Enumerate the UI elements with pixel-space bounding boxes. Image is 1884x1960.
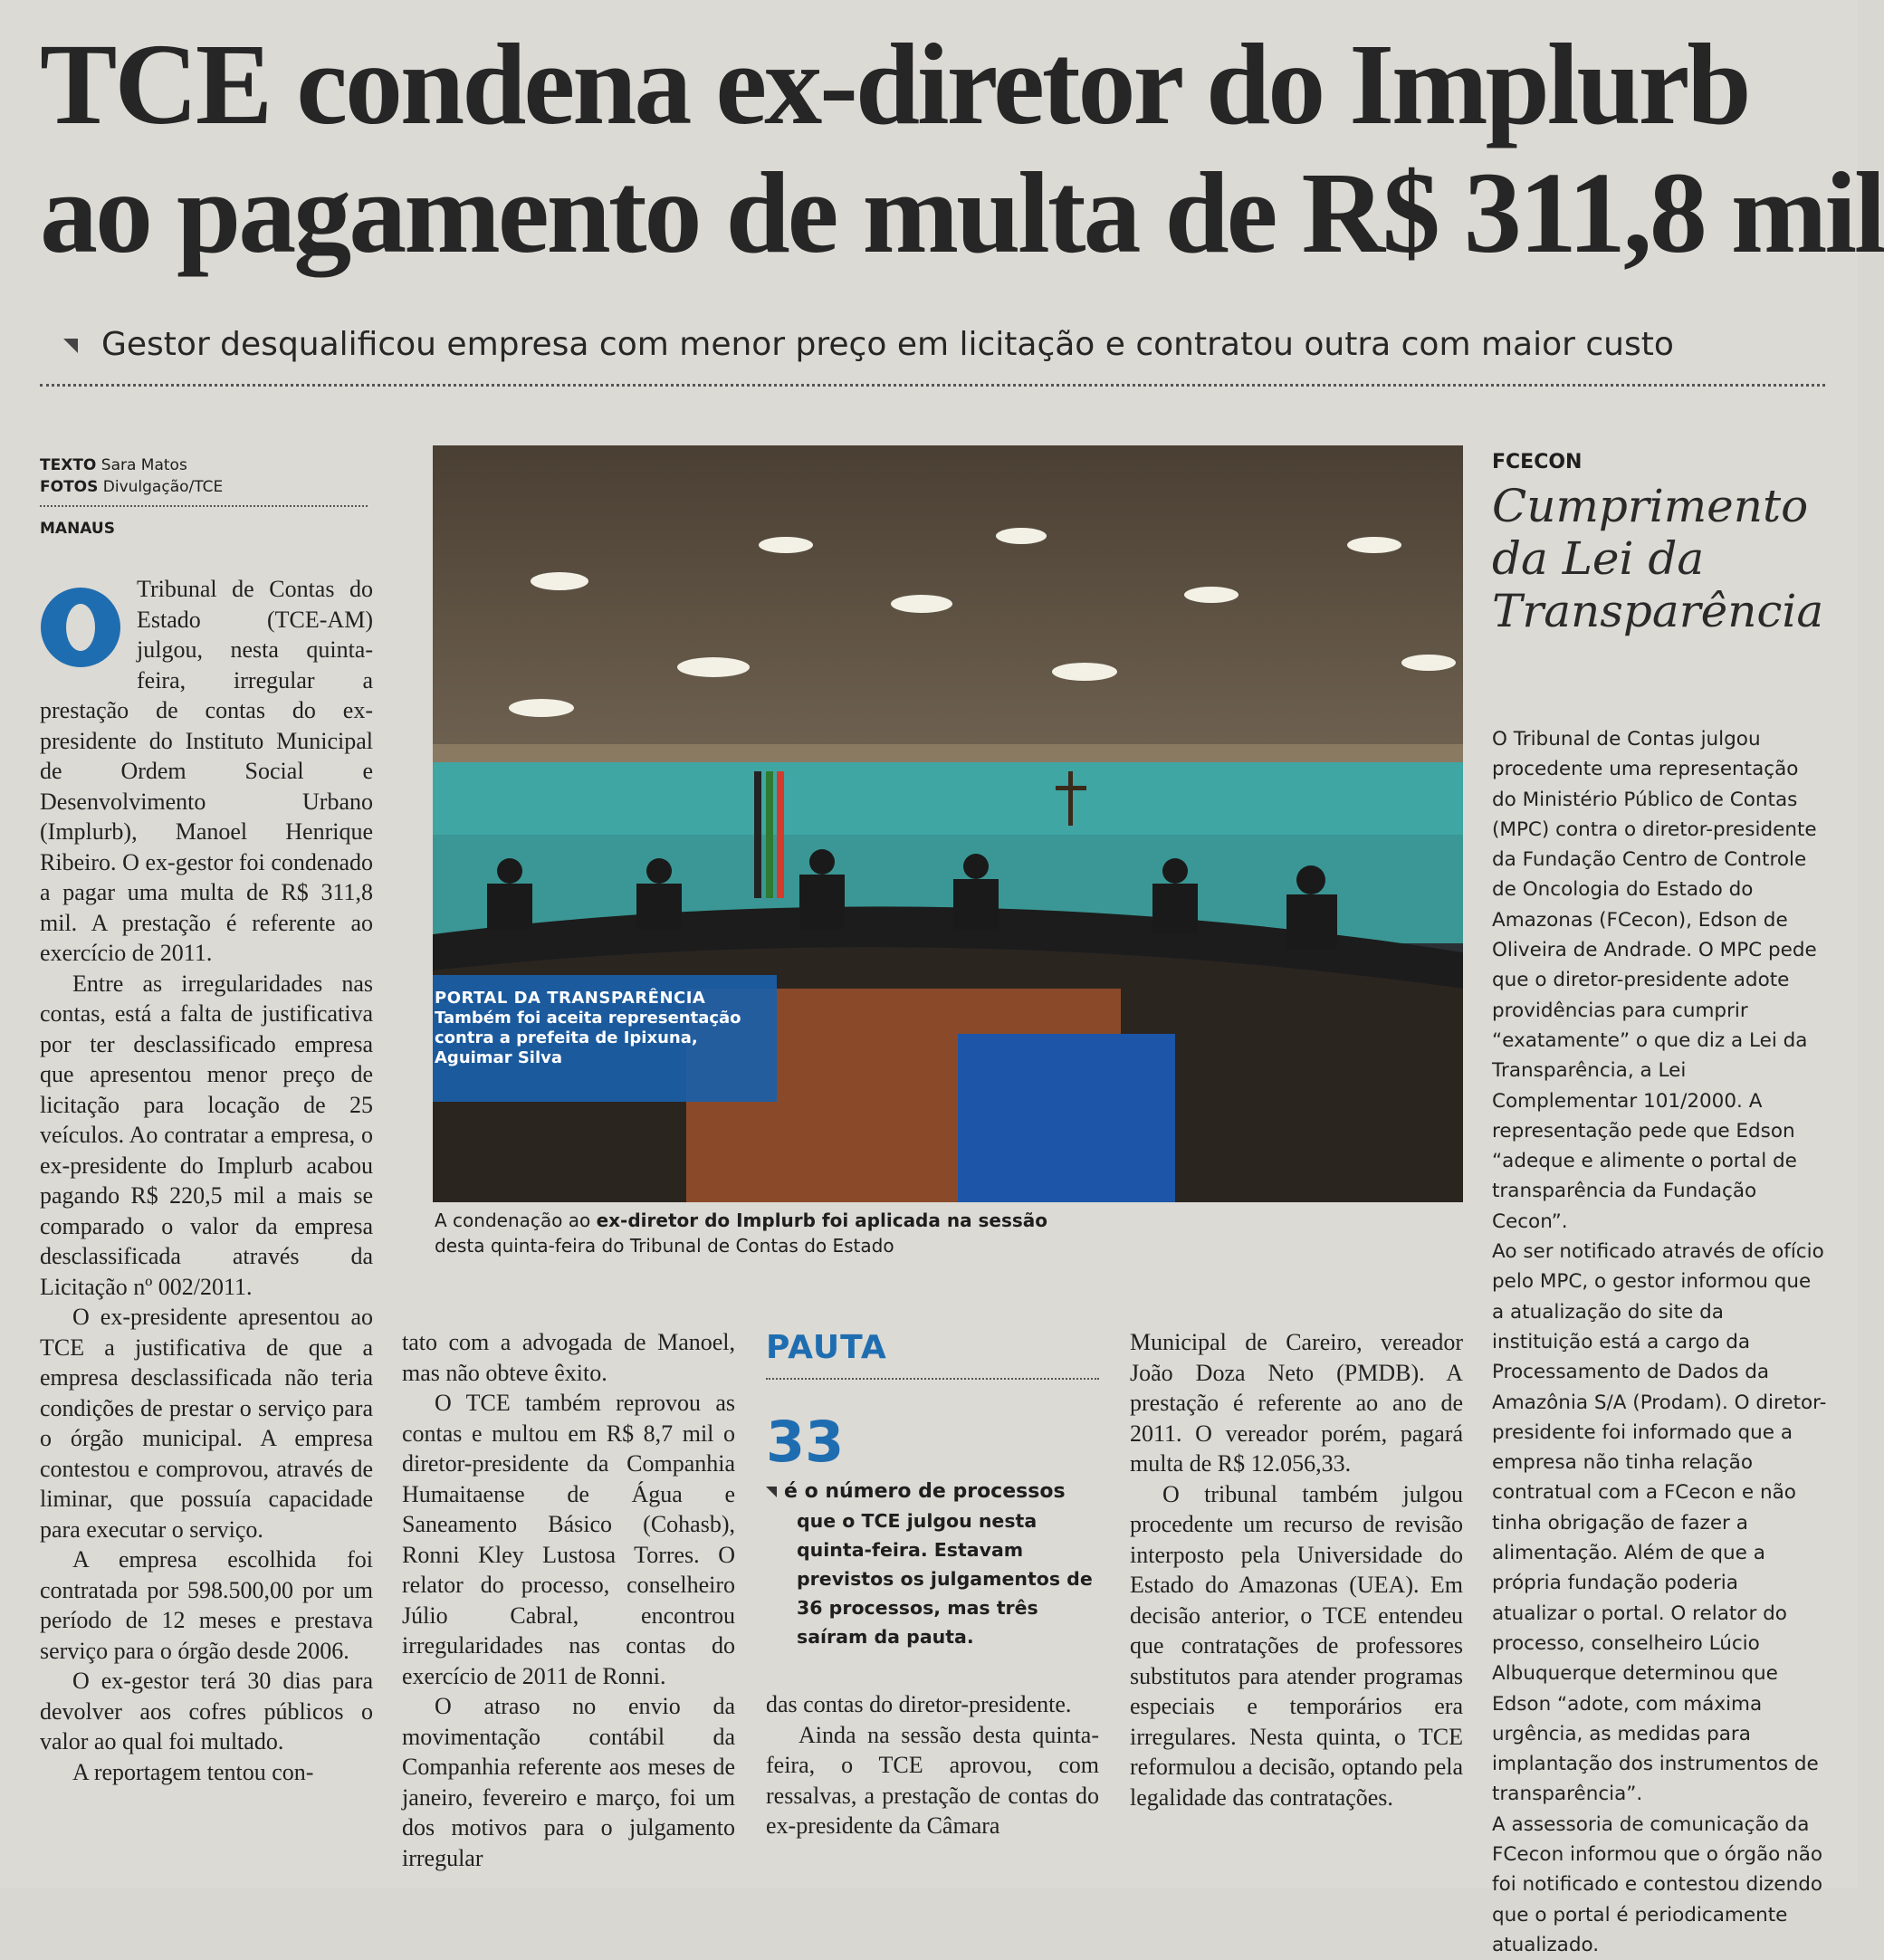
pauta-text-block [766,1477,1110,1651]
credits [40,454,366,498]
article-paragraph: Ainda na sessão desta quinta-feira, o TCE aprovou, com ressalvas, a prestação de contas do ex-presidente da Câmara [766,1721,1099,1839]
article-paragraph: O atraso no envio da movimentação contábil da Companhia referente aos meses de janeiro, fevereiro e março, foi um dos motivos para o julgamento irregular [402,1693,735,1871]
credits-divider [40,505,368,507]
article-paragraph: O ex-gestor terá 30 dias para devolver aos cofres públicos o valor ao qual foi multado. [40,1668,373,1754]
headline-line-2: ao pagamento de multa de R$ 311,8 mil [40,148,1884,277]
column-1 [40,574,373,1787]
column-4 [1130,1327,1463,1812]
sidebar-body [1492,724,1827,1960]
subheadline [63,326,1838,363]
pauta-text: que o TCE julgou nesta quinta-feira. Estavam previstos os julgamentos de 36 processos, mas três saíram da pauta. [797,1510,1093,1648]
dateline: MANAUS [40,520,115,538]
article-paragraph: O TCE também reprovou as contas e multou em R$ 8,7 mil o diretor-presidente da Companhia Humaitaense de Água e Saneamento Básico (Cohasb), Ronni Kley Lustosa Torres. O relator do processo, conselheiro Júlio Cabral, encontrou irregularidades nas contas do exercício de 2011 de Ronni. [402,1390,735,1689]
courtroom-illustration [433,445,1463,1202]
article-paragraph: O tribunal também julgou procedente um recurso de revisão interposto pela Universidade do Estado do Amazonas (UEA). Em decisão anterior, o TCE entendeu que contratações de professores substitutos para atender programas especiais e temporários era irregulares. Nesta quinta, o TCE reformulou a decisão, optando pela legalidade das contratações. [1130,1480,1463,1811]
sidebar-paragraph: O Tribunal de Contas julgou procedente uma representação do Ministério Público de Contas (MPC) contra o diretor-presidente da Fundação Centro de Controle de Oncologia do Estado do Amazonas (FCecon), Edson de Oliveira de Andrade. O MPC pede que o diretor-presidente adote providências para cumprir “exatamente” o que diz a Lei da Transparência, a Lei Complementar 101/2000. A representação pede que Edson “adeque e alimente o portal de transparência da Fundação Cecon”. [1492,728,1817,1233]
session-photo [433,445,1463,1202]
subhead-divider [40,384,1825,387]
photo-callout-text: Também foi aceita representação contra a prefeita de Ipixuna, Aguimar Silva [435,1009,741,1067]
article-paragraph: Entre as irregularidades nas contas, está a falta de justificativa por ter desclassificado empresa que apresentou menor preço de licitação para locação de 25 veículos. Ao contratar a empresa, o ex-presidente do Implurb acabou pagando R$ 220,5 mil a mais se comparado o valor da empresa desclassificada através da Licitação nº 002/2011. [40,970,373,1300]
article-paragraph: A empresa escolhida foi contratada por 598.500,00 por um período de 12 meses e prestava serviço para o órgão desde 2006. [40,1546,373,1664]
dropcap-letter [38,578,124,677]
article-paragraph: tato com a advogada de Manoel, mas não obteve êxito. [402,1329,735,1386]
sidebar-title: Cumprimento da Lei da Transparência [1492,480,1824,637]
photo-callout-box [433,980,770,1077]
photo-credit-author: Divulgação/TCE [102,478,224,496]
column-2 [402,1327,735,1873]
pauta-divider [766,1378,1099,1380]
headline [40,20,1884,277]
article-paragraph: O ex-presidente apresentou ao TCE a justificativa de que a empresa desclassificada não teria condições de prestar o serviço para o órgão municipal. A empresa contestou e comprovou, através de liminar, que possuía capacidade para executar o serviço. [40,1304,373,1543]
text-credit-label: TEXTO [40,456,97,474]
photo-callout-title: PORTAL DA TRANSPARÊNCIA [435,989,706,1008]
column-3 [766,1689,1099,1841]
sidebar-paragraph: Ao ser notificado através de ofício pelo MPC, o gestor informou que a atualização do site da instituição está a cargo da Processamento de Dados da Amazônia S/A (Prodam). O diretor-presidente foi informado que a empresa não tinha relação contratual com a FCecon e não tinha obrigação de fazer a alimentação. Além de que a própria fundação poderia atualizar o portal. O relator do processo, conselheiro Lúcio Albuquerque determinou que Edson “adote, com máxima urgência, as medidas para implantação dos instrumentos de transparência”. [1492,1240,1827,1806]
photo-credit-label: FOTOS [40,478,99,496]
subheadline-text: Gestor desqualificou empresa com menor preço em licitação e contratou outra com maior custo [101,326,1674,363]
triangle-bullet-icon [766,1487,777,1497]
sidebar-paragraph: A assessoria de comunicação da FCecon informou que o órgão não foi notificado e contestou dizendo que o portal é periodicamente atualizado. [1492,1812,1823,1956]
caption-bold: ex-diretor do Implurb foi aplicada na sessão [596,1209,1048,1231]
article-lead-paragraph: Tribunal de Contas do Estado (TCE-AM) julgou, nesta quinta-feira, irregular a prestação de contas do ex-presidente do Instituto Municipal de Ordem Social e Desenvolvimento Urbano (Implurb), Manoel Henrique Ribeiro. O ex-gestor foi condenado a pagar uma multa de R$ 311,8 mil. A prestação é referente ao exercício de 2011. [40,576,373,966]
sidebar-label: FCECON [1492,451,1583,473]
photo-caption: A condenação ao ex-diretor do Implurb foi aplicada na sessão desta quinta-feira do Tribunal de Contas do Estado [435,1209,1048,1257]
headline-line-1: TCE condena ex-diretor do Implurb [40,20,1749,148]
pauta-title: PAUTA [766,1329,887,1366]
article-paragraph: Municipal de Careiro, vereador João Doza Neto (PMDB). A prestação é referente ao ano de 2011. O vereador porém, pagará multa de R$ 12.056,33. [1130,1329,1463,1477]
text-credit-author: Sara Matos [100,456,187,474]
article-paragraph: A reportagem tentou con- [72,1758,314,1785]
pauta-lead: é o número de processos [784,1480,1066,1503]
pauta-number: 33 [766,1409,845,1475]
article-paragraph: das contas do diretor-presidente. [766,1691,1072,1717]
triangle-bullet-icon [63,339,78,353]
